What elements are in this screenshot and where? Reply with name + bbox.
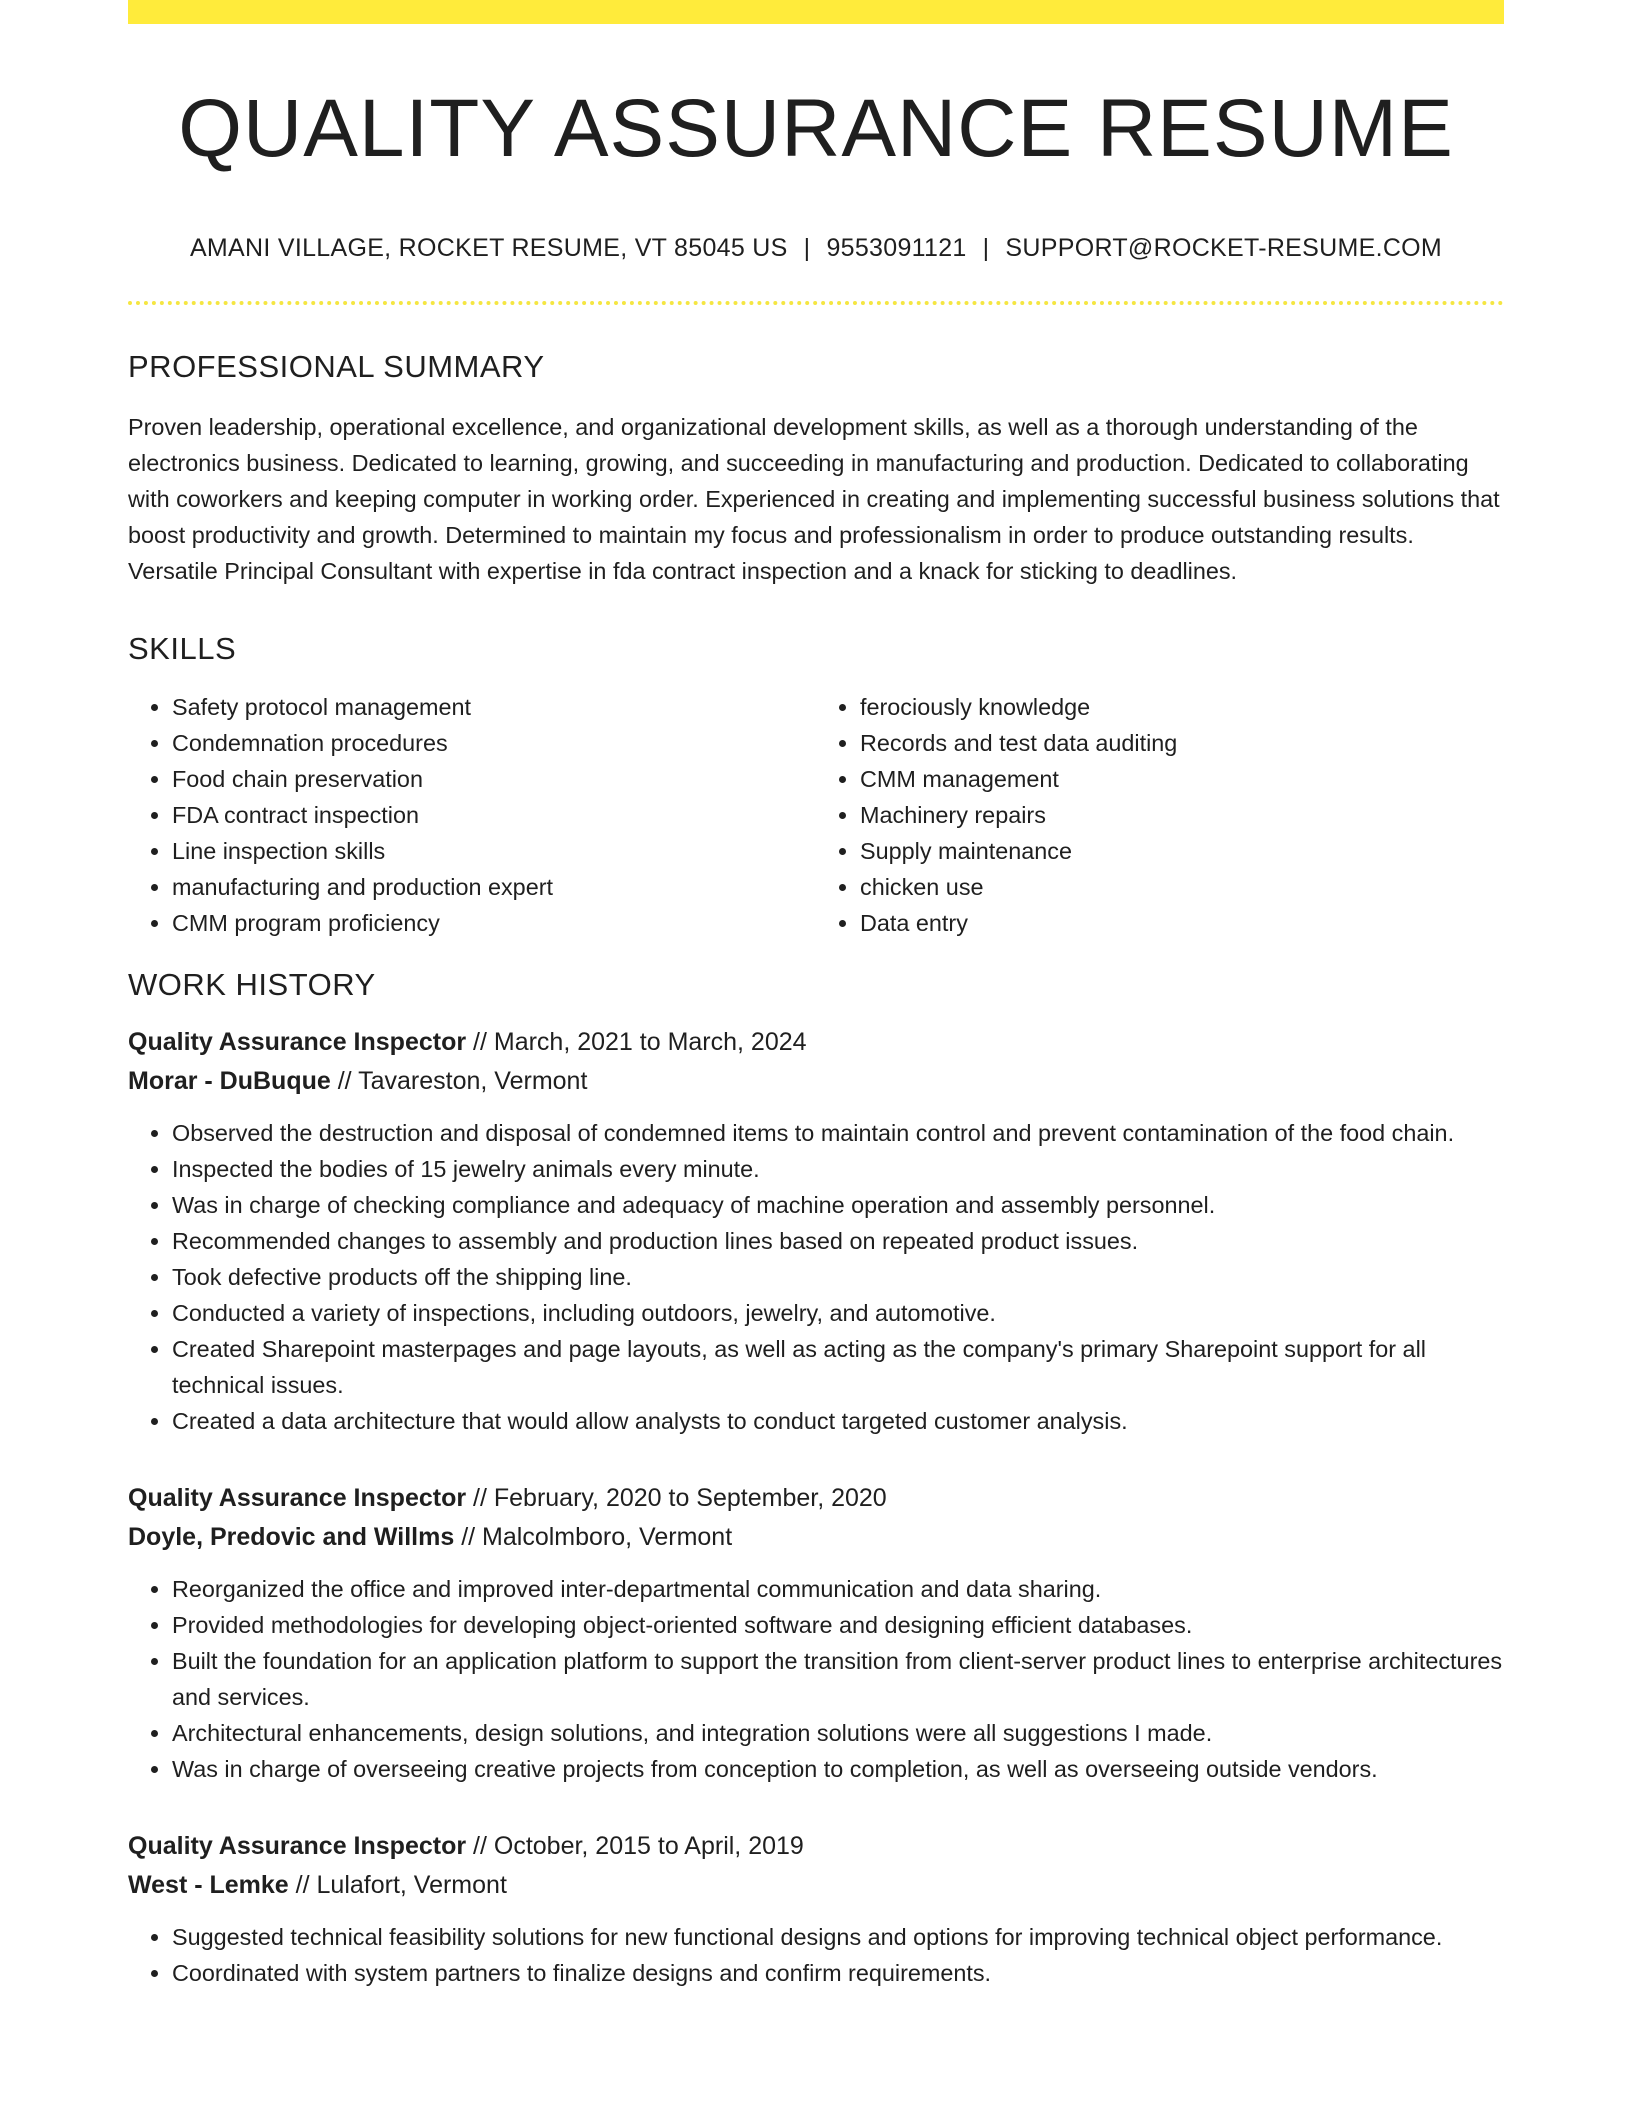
section-heading-summary: PROFESSIONAL SUMMARY [128, 349, 545, 385]
contact-address: AMANI VILLAGE, ROCKET RESUME, VT 85045 US [189, 234, 788, 263]
skill-item: • FDA contract inspection [172, 797, 816, 833]
contact-phone: 9553091121 [826, 234, 967, 263]
job-company-line [128, 1866, 1504, 1905]
contact-separator: | [803, 234, 811, 263]
job-title: Quality Assurance Inspector [128, 1832, 467, 1861]
job-bullet: • Created a data architecture that would allow analysts to conduct targeted customer analysis. [172, 1403, 1504, 1439]
contact-line [128, 234, 1504, 263]
job-dates: // February, 2020 to September, 2020 [473, 1484, 887, 1513]
skills-section [128, 631, 1504, 941]
work-history-section [128, 967, 1504, 1991]
job-location: // Tavareston, Vermont [337, 1067, 588, 1096]
job-bullet: • Architectural enhancements, design solutions, and integration solutions were all suggestions I made. [172, 1715, 1504, 1751]
skill-item: • Supply maintenance [860, 833, 1504, 869]
job-company: Doyle, Predovic and Willms [128, 1523, 455, 1552]
contact-separator: | [982, 234, 990, 263]
skill-item: • CMM management [860, 761, 1504, 797]
skill-item: • Machinery repairs [860, 797, 1504, 833]
section-heading-skills: SKILLS [128, 631, 237, 667]
professional-summary-section [128, 349, 1504, 589]
skills-list-right [816, 689, 1504, 941]
summary-text: Proven leadership, operational excellence, and organizational development skills, as well as a thorough understanding of the electronics business. Dedicated to learning, growing, and succeeding in manufacturing and production. Dedicated to collaborating with coworkers and keeping computer in working order. Experienced in creating and implementing successful business solutions that boost productivity and growth. Determined to maintain my focus and professionalism in order to produce outstanding results. Versatile Principal Consultant with expertise in fda contract inspection and a knack for sticking to deadlines. [128, 414, 1500, 585]
job-bullet: • Built the foundation for an application platform to support the transition from client-server product lines to enterprise architectures and services. [172, 1643, 1504, 1715]
skill-item: • ferociously knowledge [860, 689, 1504, 725]
job-bullet: • Inspected the bodies of 15 jewelry animals every minute. [172, 1151, 1504, 1187]
section-heading-work: WORK HISTORY [128, 967, 376, 1003]
skills-list-left [128, 689, 816, 941]
job-bullet: • Provided methodologies for developing object-oriented software and designing efficient databases. [172, 1607, 1504, 1643]
skill-item: • chicken use [860, 869, 1504, 905]
resume-content [128, 0, 1504, 1991]
job-location: // Malcolmboro, Vermont [461, 1523, 733, 1552]
skill-item: • Line inspection skills [172, 833, 816, 869]
job-bullets [128, 1571, 1504, 1787]
job-entry [128, 1479, 1504, 1787]
dotted-divider [128, 301, 1504, 305]
job-title-line [128, 1023, 1504, 1062]
accent-bar [128, 0, 1504, 24]
job-title-line [128, 1479, 1504, 1518]
job-entry [128, 1827, 1504, 1991]
job-bullet: • Created Sharepoint masterpages and page layouts, as well as acting as the company's primary Sharepoint support for all technical issues. [172, 1331, 1504, 1403]
job-company-line [128, 1518, 1504, 1557]
job-entry [128, 1023, 1504, 1439]
job-bullets [128, 1115, 1504, 1439]
skill-item: • Food chain preservation [172, 761, 816, 797]
job-location: // Lulafort, Vermont [295, 1871, 507, 1900]
skill-item: • Safety protocol management [172, 689, 816, 725]
resume-title: QUALITY ASSURANCE RESUME [178, 83, 1454, 174]
skill-item: • manufacturing and production expert [172, 869, 816, 905]
job-company: Morar - DuBuque [128, 1067, 331, 1096]
job-bullet: • Coordinated with system partners to finalize designs and confirm requirements. [172, 1955, 1504, 1991]
job-dates: // October, 2015 to April, 2019 [473, 1832, 804, 1861]
contact-email: SUPPORT@ROCKET-RESUME.COM [1005, 234, 1443, 263]
skill-item: • Data entry [860, 905, 1504, 941]
job-bullet: • Conducted a variety of inspections, including outdoors, jewelry, and automotive. [172, 1295, 1504, 1331]
job-company-line [128, 1062, 1504, 1101]
skill-item: • Condemnation procedures [172, 725, 816, 761]
job-title: Quality Assurance Inspector [128, 1484, 467, 1513]
job-title: Quality Assurance Inspector [128, 1028, 467, 1057]
skill-item: • CMM program proficiency [172, 905, 816, 941]
skill-item: • Records and test data auditing [860, 725, 1504, 761]
job-dates: // March, 2021 to March, 2024 [473, 1028, 807, 1057]
skills-columns [128, 689, 1504, 941]
job-bullet: • Observed the destruction and disposal of condemned items to maintain control and prevent contamination of the food chain. [172, 1115, 1504, 1151]
job-bullet: • Reorganized the office and improved inter-departmental communication and data sharing. [172, 1571, 1504, 1607]
job-bullet: • Suggested technical feasibility solutions for new functional designs and options for improving technical object performance. [172, 1919, 1504, 1955]
job-title-line [128, 1827, 1504, 1866]
job-bullet: • Recommended changes to assembly and production lines based on repeated product issues. [172, 1223, 1504, 1259]
job-bullet: • Took defective products off the shipping line. [172, 1259, 1504, 1295]
job-company: West - Lemke [128, 1871, 289, 1900]
jobs-list [128, 1023, 1504, 1991]
job-bullet: • Was in charge of checking compliance and adequacy of machine operation and assembly personnel. [172, 1187, 1504, 1223]
job-bullet: • Was in charge of overseeing creative projects from conception to completion, as well as overseeing outside vendors. [172, 1751, 1504, 1787]
job-bullets [128, 1919, 1504, 1991]
